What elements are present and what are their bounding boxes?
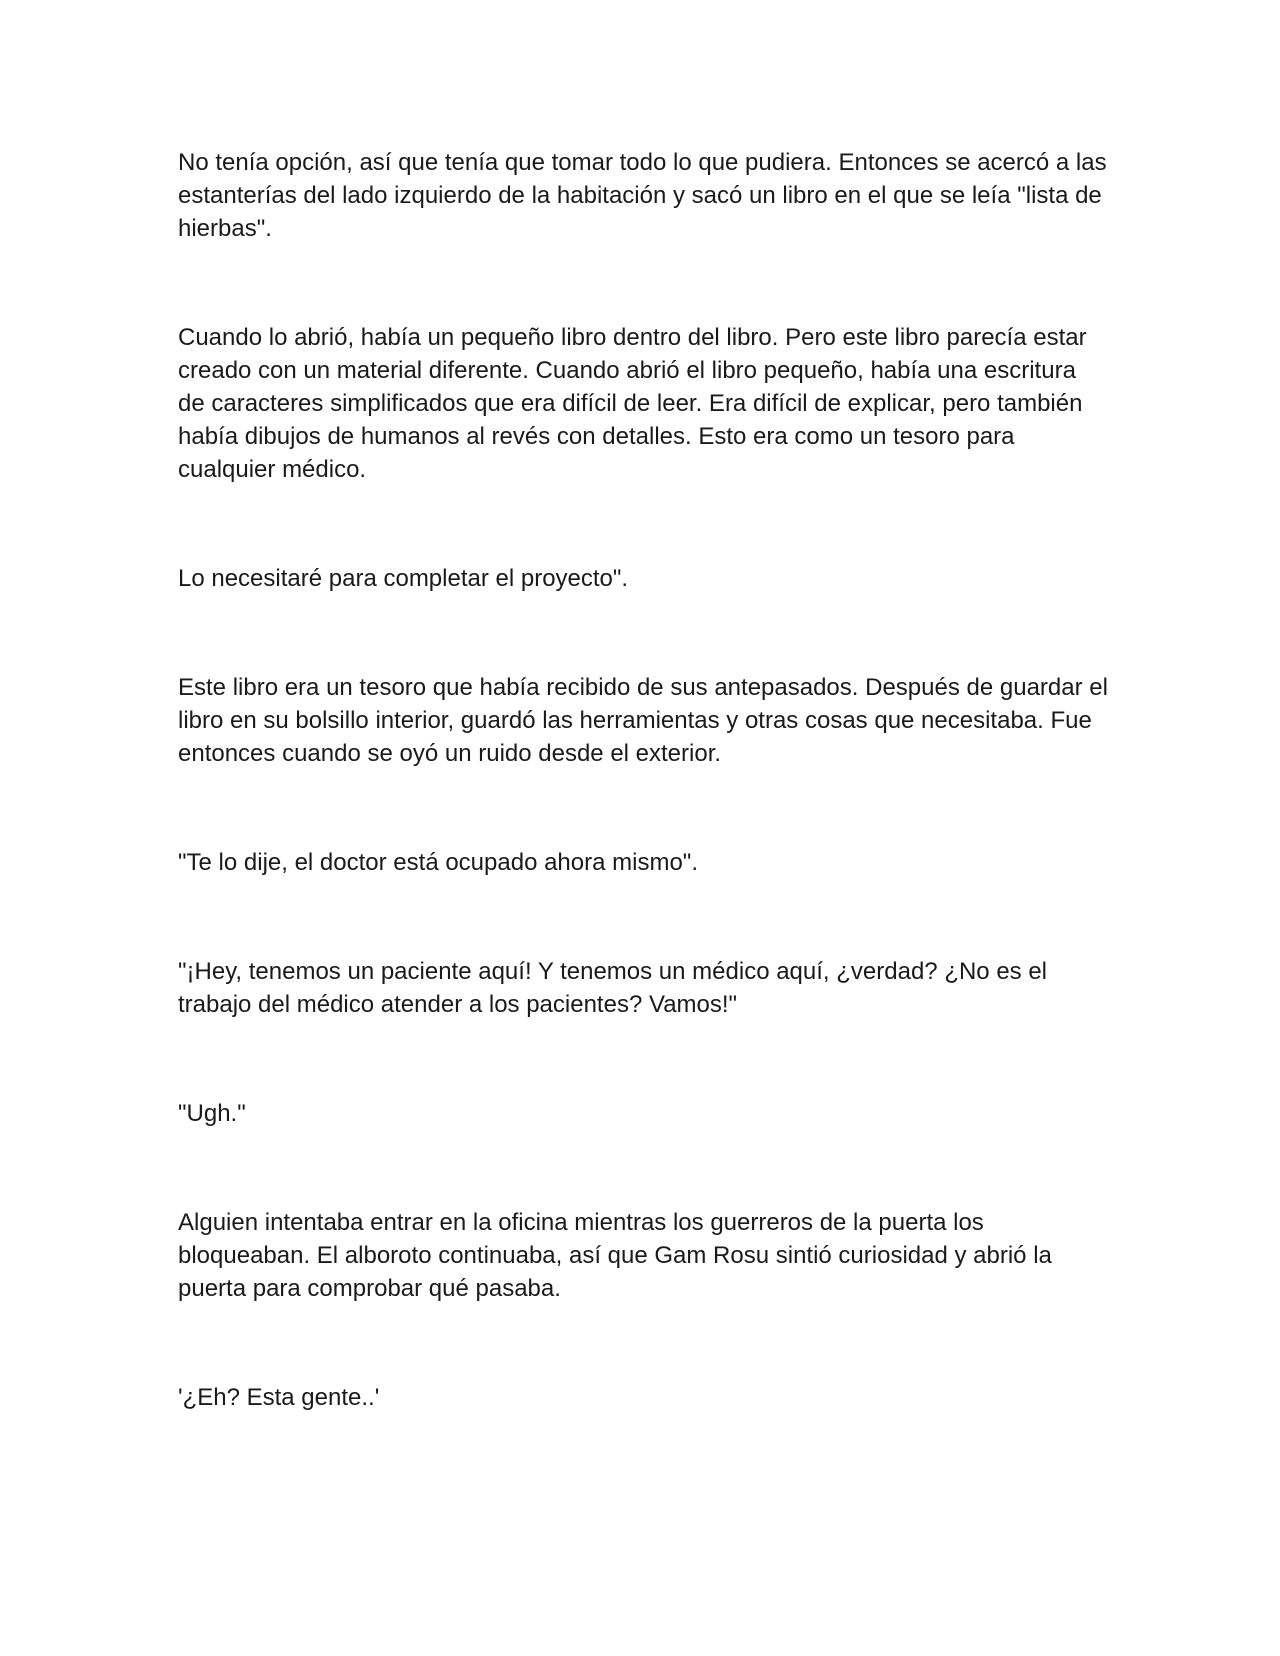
- paragraph-2: Cuando lo abrió, había un pequeño libro dentro del libro. Pero este libro parecía estar creado con un material diferente. Cuando abrió el libro pequeño, había una escritura de caracteres simplificados que era difícil de leer. Era difícil de explicar, pero también había dibujos de humanos al revés con detalles. Esto era como un tesoro para cualquier médico.: [178, 324, 1087, 483]
- paragraph-5: "Te lo dije, el doctor está ocupado ahora mismo".: [178, 849, 698, 876]
- paragraph-3: Lo necesitaré para completar el proyecto".: [178, 565, 629, 592]
- paragraph-7: "Ugh.": [178, 1100, 246, 1127]
- paragraph-9: '¿Eh? Esta gente..': [178, 1384, 380, 1411]
- paragraph-1: No tenía opción, así que tenía que tomar todo lo que pudiera. Entonces se acercó a las estanterías del lado izquierdo de la habitación y sacó un libro en el que se leía "lista de hierbas".: [178, 149, 1107, 242]
- paragraph-6: "¡Hey, tenemos un paciente aquí! Y tenemos un médico aquí, ¿verdad? ¿No es el trabajo del médico atender a los pacientes? Vamos!": [178, 958, 1048, 1018]
- paragraph-4: Este libro era un tesoro que había recibido de sus antepasados. Después de guardar el libro en su bolsillo interior, guardó las herramientas y otras cosas que necesitaba. Fue entonces cuando se oyó un ruido desde el exterior.: [178, 674, 1108, 767]
- paragraph-8: Alguien intentaba entrar en la oficina mientras los guerreros de la puerta los bloqueaban. El alboroto continuaba, así que Gam Rosu sintió curiosidad y abrió la puerta para comprobar qué pasaba.: [178, 1209, 1052, 1302]
- text-body: [178, 146, 1108, 1414]
